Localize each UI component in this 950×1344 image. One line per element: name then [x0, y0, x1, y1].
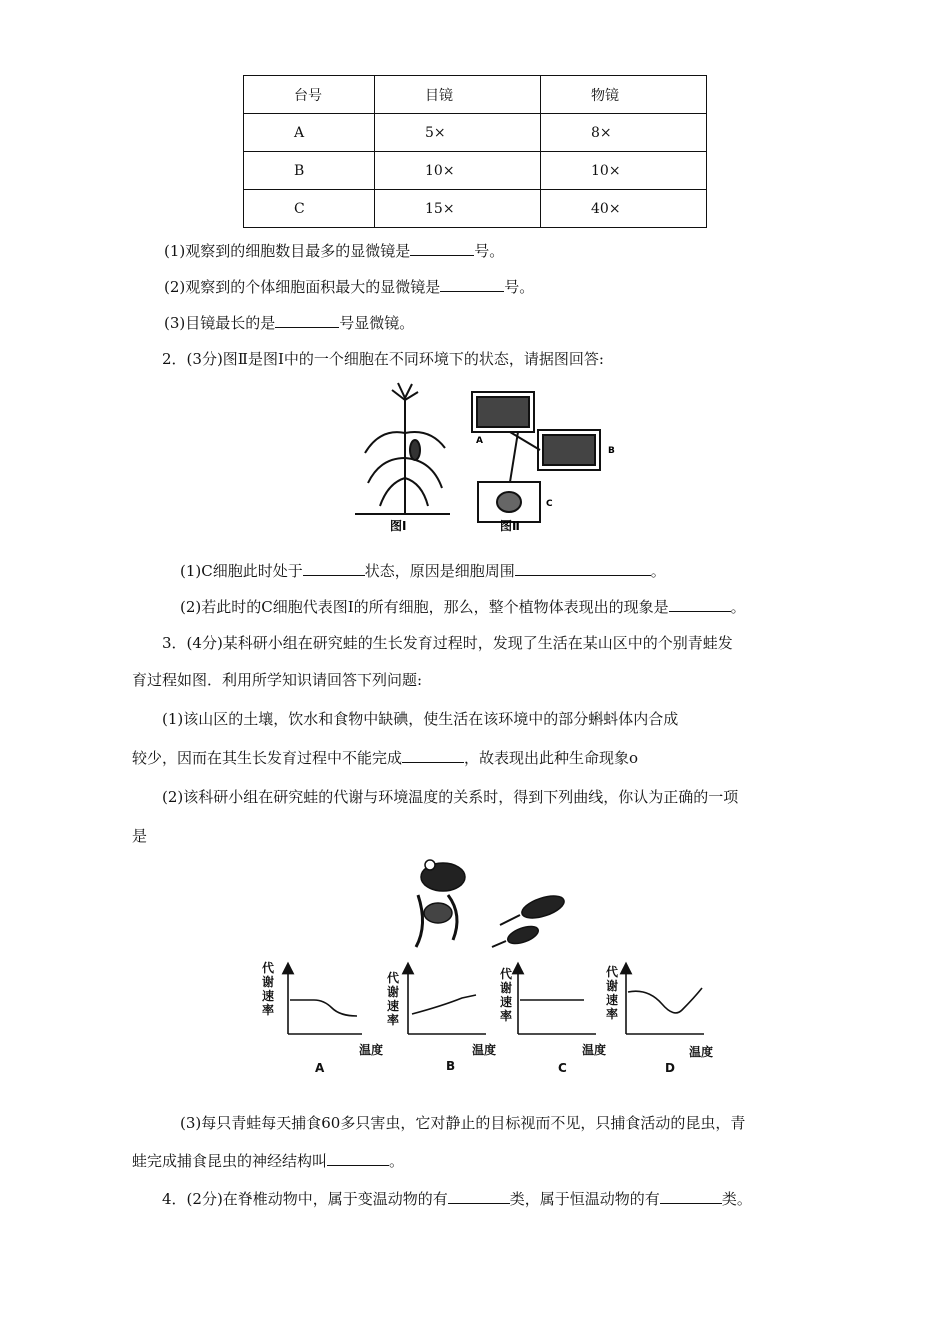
question-text: (3)目镜最长的是 [164, 314, 276, 332]
q2-subquestion-1 [180, 561, 666, 581]
q3-subquestion-3-line-1: (3)每只青蛙每天捕食60多只害虫，它对静止的目标视而不见，只捕食活动的昆虫，青 [180, 1114, 746, 1132]
graph-b [408, 968, 486, 1034]
question-text: (2)若此时的C细胞代表图Ⅰ的所有细胞，那么，整个植物体表现出的现象是 [180, 598, 669, 616]
table-header: 目镜 [375, 76, 541, 114]
graph-c-ylabel: 代谢速率 [500, 967, 513, 1023]
graph-c [518, 968, 596, 1034]
q3-stem-line-2: 育过程如图．利用所学知识请回答下列问题: [132, 671, 423, 689]
question-text: 号。 [474, 242, 505, 260]
answer-blank[interactable] [669, 597, 731, 612]
question-text: (1)观察到的细胞数目最多的显微镜是 [164, 242, 411, 260]
question-text: 号显微镜。 [339, 314, 415, 332]
q1-subquestion-3 [164, 313, 414, 333]
answer-blank[interactable] [515, 561, 651, 576]
question-text: ，故表现出此种生命现象o [464, 749, 639, 767]
answer-blank[interactable] [303, 561, 365, 576]
q4-stem [162, 1189, 752, 1209]
q3-subquestion-3-line-2 [132, 1151, 404, 1171]
figure-1-label: 图Ⅰ [390, 519, 407, 533]
graph-c-option-label: C [558, 1061, 567, 1075]
table-row [244, 152, 707, 190]
table-cell: 10× [541, 152, 707, 190]
question-text: 蛙完成捕食昆虫的神经结构叫 [132, 1152, 328, 1170]
table-cell: 15× [375, 190, 541, 228]
cells-image [472, 392, 600, 522]
answer-blank[interactable] [275, 313, 339, 328]
question-text: 较少，因而在其生长发育过程中不能完成 [132, 749, 403, 767]
q3-stem-line-1: 3．(4分)某科研小组在研究蛙的生长发育过程时，发现了生活在某山区中的个别青蛙发 [162, 634, 733, 652]
graph-a-curve [290, 1000, 357, 1016]
graph-d [626, 968, 704, 1034]
question-text: 状态，原因是细胞周围 [364, 562, 515, 580]
question-text: 。 [650, 562, 666, 580]
question-text: 。 [389, 1152, 405, 1170]
table-header: 物镜 [541, 76, 707, 114]
answer-blank[interactable] [448, 1189, 510, 1204]
table-row [244, 190, 707, 228]
q3-subquestion-1-line-1: (1)该山区的土壤，饮水和食物中缺碘，使生活在该环境中的部分蝌蚪体内合成 [162, 710, 679, 728]
metabolism-graphs [262, 962, 732, 1082]
table-row [244, 114, 707, 152]
q2-subquestion-2 [180, 597, 746, 617]
graph-b-ylabel: 代谢速率 [387, 971, 400, 1027]
figure-2-label: 图Ⅱ [500, 519, 520, 533]
question-text: 号。 [504, 278, 535, 296]
corn-plant-image [355, 383, 450, 514]
graph-a [288, 968, 362, 1034]
question-text: 类，属于恒温动物的有 [509, 1190, 660, 1208]
q3-subquestion-1-line-2 [132, 748, 638, 768]
graph-d-ylabel: 代谢速率 [606, 965, 619, 1021]
graph-b-curve [412, 995, 476, 1014]
graph-d-xlabel: 温度 [689, 1045, 714, 1059]
graph-a-ylabel: 代谢速率 [262, 961, 275, 1017]
graph-b-xlabel: 温度 [472, 1043, 497, 1057]
answer-blank[interactable] [660, 1189, 722, 1204]
table-header: 台号 [244, 76, 375, 114]
table-cell: 10× [375, 152, 541, 190]
answer-blank[interactable] [327, 1151, 389, 1166]
table-cell: 8× [541, 114, 707, 152]
table-header-row [244, 76, 707, 114]
frog-tadpole-image [408, 855, 568, 955]
q1-subquestion-2 [164, 277, 534, 297]
graph-d-curve [628, 988, 702, 1013]
answer-blank[interactable] [410, 241, 474, 256]
table-cell: C [244, 190, 375, 228]
cell-label-c: C [546, 499, 553, 509]
question-text: 类。 [721, 1190, 752, 1208]
graph-d-option-label: D [665, 1061, 675, 1075]
microscope-table [243, 75, 707, 228]
question-text: (2)观察到的个体细胞面积最大的显微镜是 [164, 278, 441, 296]
table-cell: 40× [541, 190, 707, 228]
graph-b-option-label: B [446, 1059, 456, 1073]
table-cell: B [244, 152, 375, 190]
cell-label-a: A [476, 436, 483, 446]
table-cell: 5× [375, 114, 541, 152]
graph-a-option-label: A [315, 1061, 325, 1075]
q2-stem: 2．(3分)图Ⅱ是图Ⅰ中的一个细胞在不同环境下的状态，请据图回答: [162, 350, 604, 368]
table-cell: A [244, 114, 375, 152]
q1-subquestion-1 [164, 241, 504, 261]
question-text: 4．(2分)在脊椎动物中，属于变温动物的有 [162, 1190, 448, 1208]
q3-subquestion-2-line-1: (2)该科研小组在研究蛙的代谢与环境温度的关系时，得到下列曲线，你认为正确的一项 [162, 788, 739, 806]
answer-blank[interactable] [440, 277, 504, 292]
graph-a-xlabel: 温度 [359, 1043, 384, 1057]
plant-cell-figure [350, 378, 630, 538]
question-text: (1)C细胞此时处于 [180, 562, 303, 580]
answer-blank[interactable] [402, 748, 464, 763]
cell-label-b: B [608, 446, 615, 456]
question-text: 。 [730, 598, 746, 616]
q3-subquestion-2-line-2: 是 [132, 827, 148, 845]
graph-c-xlabel: 温度 [582, 1043, 607, 1057]
